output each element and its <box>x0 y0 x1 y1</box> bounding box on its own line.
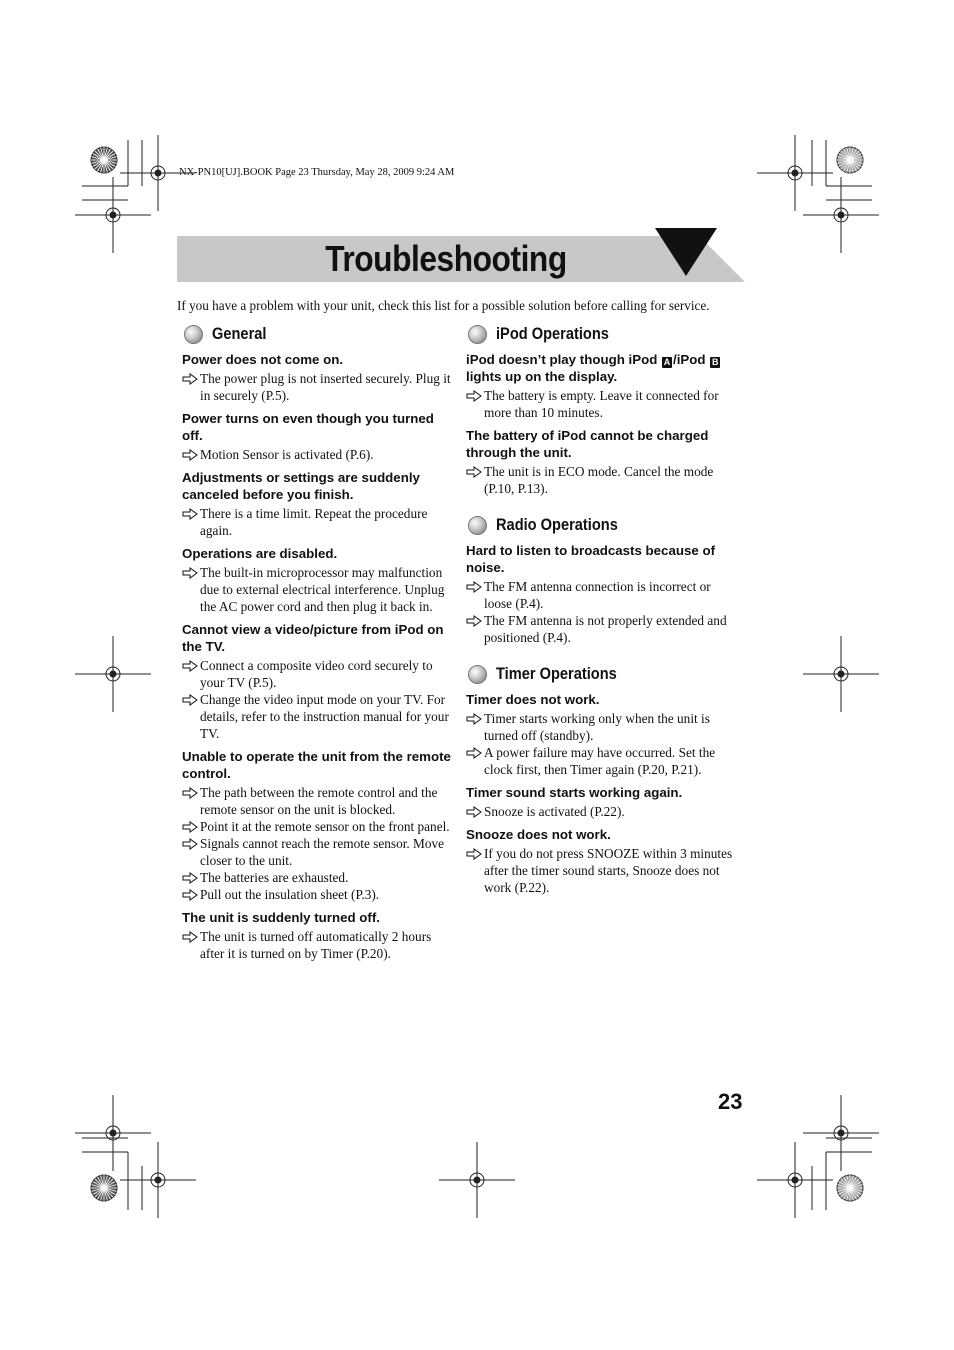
answer: The FM antenna is not properly extended and positioned (P.4). <box>466 612 740 646</box>
question: Cannot view a video/picture from iPod on the TV. <box>182 622 444 654</box>
answer: Motion Sensor is activated (P.6). <box>182 446 456 463</box>
page-title: Troubleshooting <box>325 238 567 279</box>
page-number: 23 <box>718 1089 743 1114</box>
answer: Change the video input mode on your TV. For details, refer to the instruction manual for your TV. <box>182 691 456 742</box>
answer: Point it at the remote sensor on the front panel. <box>182 818 456 835</box>
answer: Timer starts working only when the unit is turned off (standby). <box>466 710 740 744</box>
answer: The FM antenna connection is incorrect or loose (P.4). <box>466 578 740 612</box>
question: Timer does not work. <box>466 692 600 707</box>
answer: A power failure may have occurred. Set the clock first, then Timer again (P.20, P.21). <box>466 744 740 778</box>
answer: Connect a composite video cord securely to your TV (P.5). <box>182 657 456 691</box>
intro-text: If you have a problem with your unit, check this list for a possible solution before calling for service. <box>177 298 710 313</box>
question: Snooze does not work. <box>466 827 611 842</box>
timer-heading: Timer Operations <box>468 662 740 686</box>
question: Power turns on even though you turned off. <box>182 411 434 443</box>
question: The battery of iPod cannot be charged through the unit. <box>466 428 709 460</box>
answer: The battery is empty. Leave it connected for more than 10 minutes. <box>466 387 740 421</box>
question: Timer sound starts working again. <box>466 785 683 800</box>
question: Power does not come on. <box>182 352 344 367</box>
question: Adjustments or settings are suddenly canceled before you finish. <box>182 470 420 502</box>
answer: The built-in microprocessor may malfunction due to external electrical interference. Unplug the AC power cord and then plug it back in. <box>182 564 456 615</box>
answer: The power plug is not inserted securely. Plug it in securely (P.5). <box>182 370 456 404</box>
question: Hard to listen to broadcasts because of noise. <box>466 543 716 575</box>
answer: Snooze is activated (P.22). <box>466 803 740 820</box>
radio-heading: Radio Operations <box>468 513 740 537</box>
question: iPod doesn’t play though iPod A /iPod B lights up on the display. <box>466 352 719 384</box>
question: Operations are disabled. <box>182 546 338 561</box>
answer: The batteries are exhausted. <box>182 869 456 886</box>
answer: The unit is turned off automatically 2 hours after it is turned on by Timer (P.20). <box>182 928 456 962</box>
ipod-heading: iPod Operations <box>468 322 740 346</box>
answer: If you do not press SNOOZE within 3 minutes after the timer sound starts, Snooze does not work (P.22). <box>466 845 740 896</box>
ipod-b-box-icon: B <box>711 357 719 367</box>
book-header: NX-PN10[UJ].BOOK Page 23 Thursday, May 28, 2009 9:24 AM <box>179 167 455 178</box>
answer: The path between the remote control and the remote sensor on the unit is blocked. <box>182 784 456 818</box>
answer: There is a time limit. Repeat the procedure again. <box>182 505 456 539</box>
question: The unit is suddenly turned off. <box>182 910 380 925</box>
general-heading: General <box>184 322 456 346</box>
question: Unable to operate the unit from the remote control. <box>182 749 451 781</box>
answer: The unit is in ECO mode. Cancel the mode (P.10, P.13). <box>466 463 740 497</box>
answer: Signals cannot reach the remote sensor. Move closer to the unit. <box>182 835 456 869</box>
ipod-a-box-icon: A <box>663 357 671 367</box>
answer: Pull out the insulation sheet (P.3). <box>182 886 456 903</box>
